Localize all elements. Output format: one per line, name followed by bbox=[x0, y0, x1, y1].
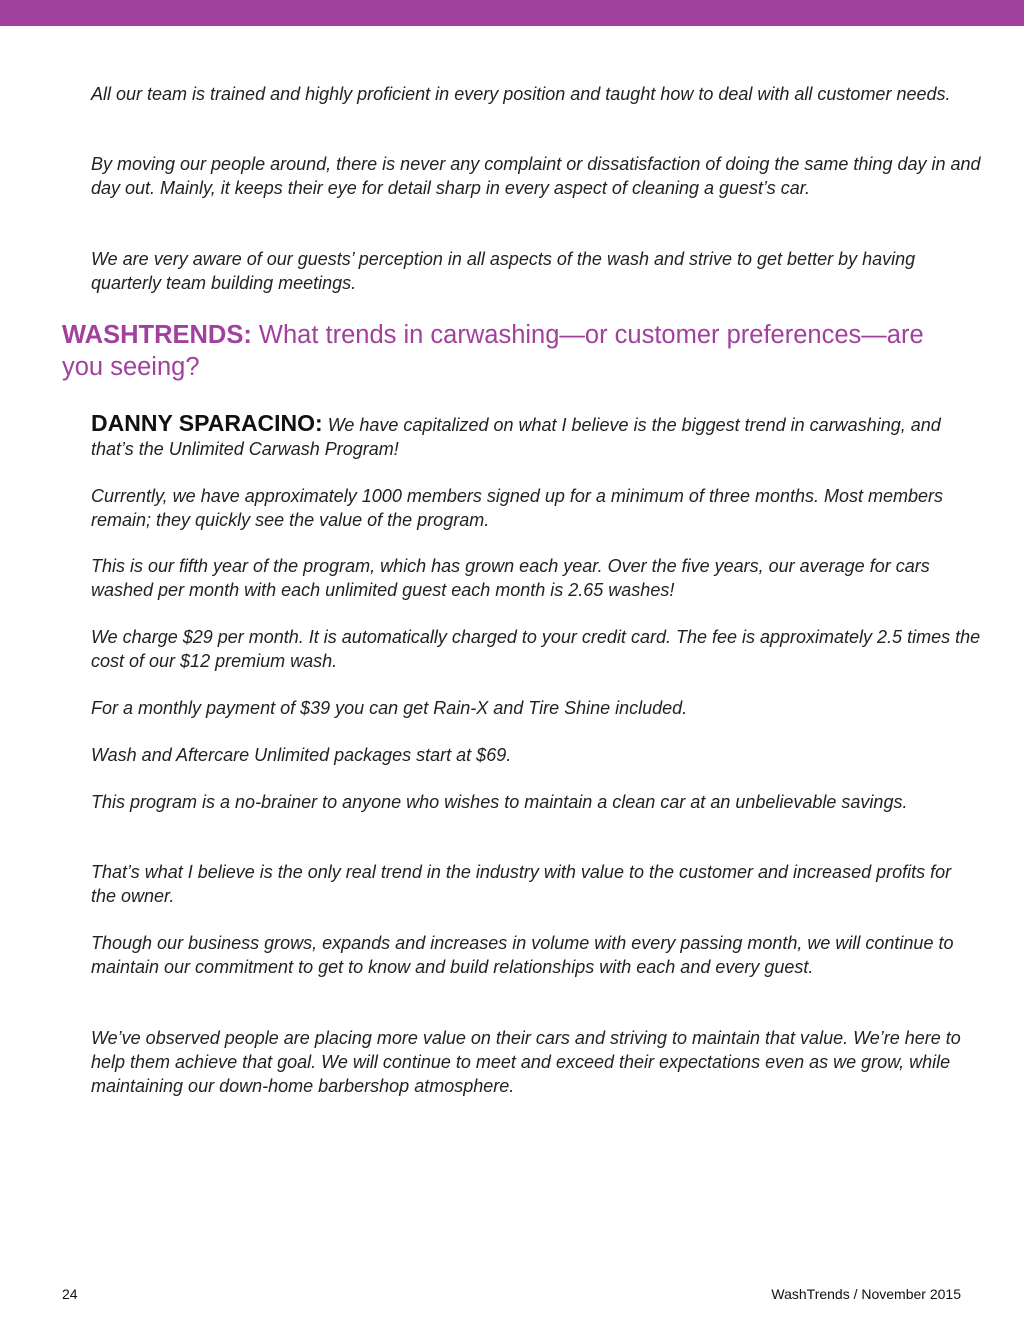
interview-question bbox=[62, 319, 962, 383]
answer-paragraph: Though our business grows, expands and increases in volume with every passing month, we will continue to maintain our commitment to get to know and build relationships with each and every guest. bbox=[91, 933, 954, 977]
answer-paragraph: This program is a no-brainer to anyone who wishes to maintain a clean car at an unbelievable savings. bbox=[91, 792, 908, 812]
intro-paragraph: All our team is trained and highly proficient in every position and taught how to deal with all customer needs. bbox=[91, 84, 951, 104]
answer-paragraph: Wash and Aftercare Unlimited packages start at $69. bbox=[91, 745, 512, 765]
page-number: 24 bbox=[62, 1286, 78, 1302]
answer-first-text: We have capitalized on what I believe is the biggest trend in carwashing, and that’s the Unlimited Carwash Program! bbox=[91, 415, 941, 459]
intro-paragraph: We are very aware of our guests’ perception in all aspects of the wash and strive to get better by having quarterly team building meetings. bbox=[91, 249, 916, 293]
question-text: What trends in carwashing—or customer preferences—are you seeing? bbox=[62, 321, 924, 381]
answer-paragraph: That’s what I believe is the only real trend in the industry with value to the customer and increased profits for the owner. bbox=[91, 862, 952, 906]
answer-paragraph: We charge $29 per month. It is automatically charged to your credit card. The fee is approximately 2.5 times the cost of our $12 premium wash. bbox=[91, 627, 981, 671]
top-accent-bar bbox=[0, 0, 1024, 26]
answer-paragraph: We’ve observed people are placing more value on their cars and striving to maintain that value. We’re here to help them achieve that goal. We will continue to meet and exceed their expectations even as we grow, while maintaining our down-home barbershop atmosphere. bbox=[91, 1028, 961, 1096]
publication-footer: WashTrends / November 2015 bbox=[771, 1286, 961, 1302]
answer-paragraph: This is our fifth year of the program, which has grown each year. Over the five years, our average for cars washed per month with each unlimited guest each month is 2.65 washes! bbox=[91, 556, 930, 600]
intro-paragraph: By moving our people around, there is never any complaint or dissatisfaction of doing the same thing day in and day out. Mainly, it keeps their eye for detail sharp in every aspect of cleaning a guest’s car. bbox=[91, 154, 981, 198]
question-lead: WASHTRENDS: bbox=[62, 321, 252, 349]
answer-paragraph: For a monthly payment of $39 you can get Rain-X and Tire Shine included. bbox=[91, 698, 688, 718]
answer-first-paragraph bbox=[91, 411, 981, 461]
answer-paragraph: Currently, we have approximately 1000 members signed up for a minimum of three months. Most members remain; they quickly see the value of the program. bbox=[91, 486, 944, 530]
speaker-name: DANNY SPARACINO: bbox=[91, 410, 323, 436]
